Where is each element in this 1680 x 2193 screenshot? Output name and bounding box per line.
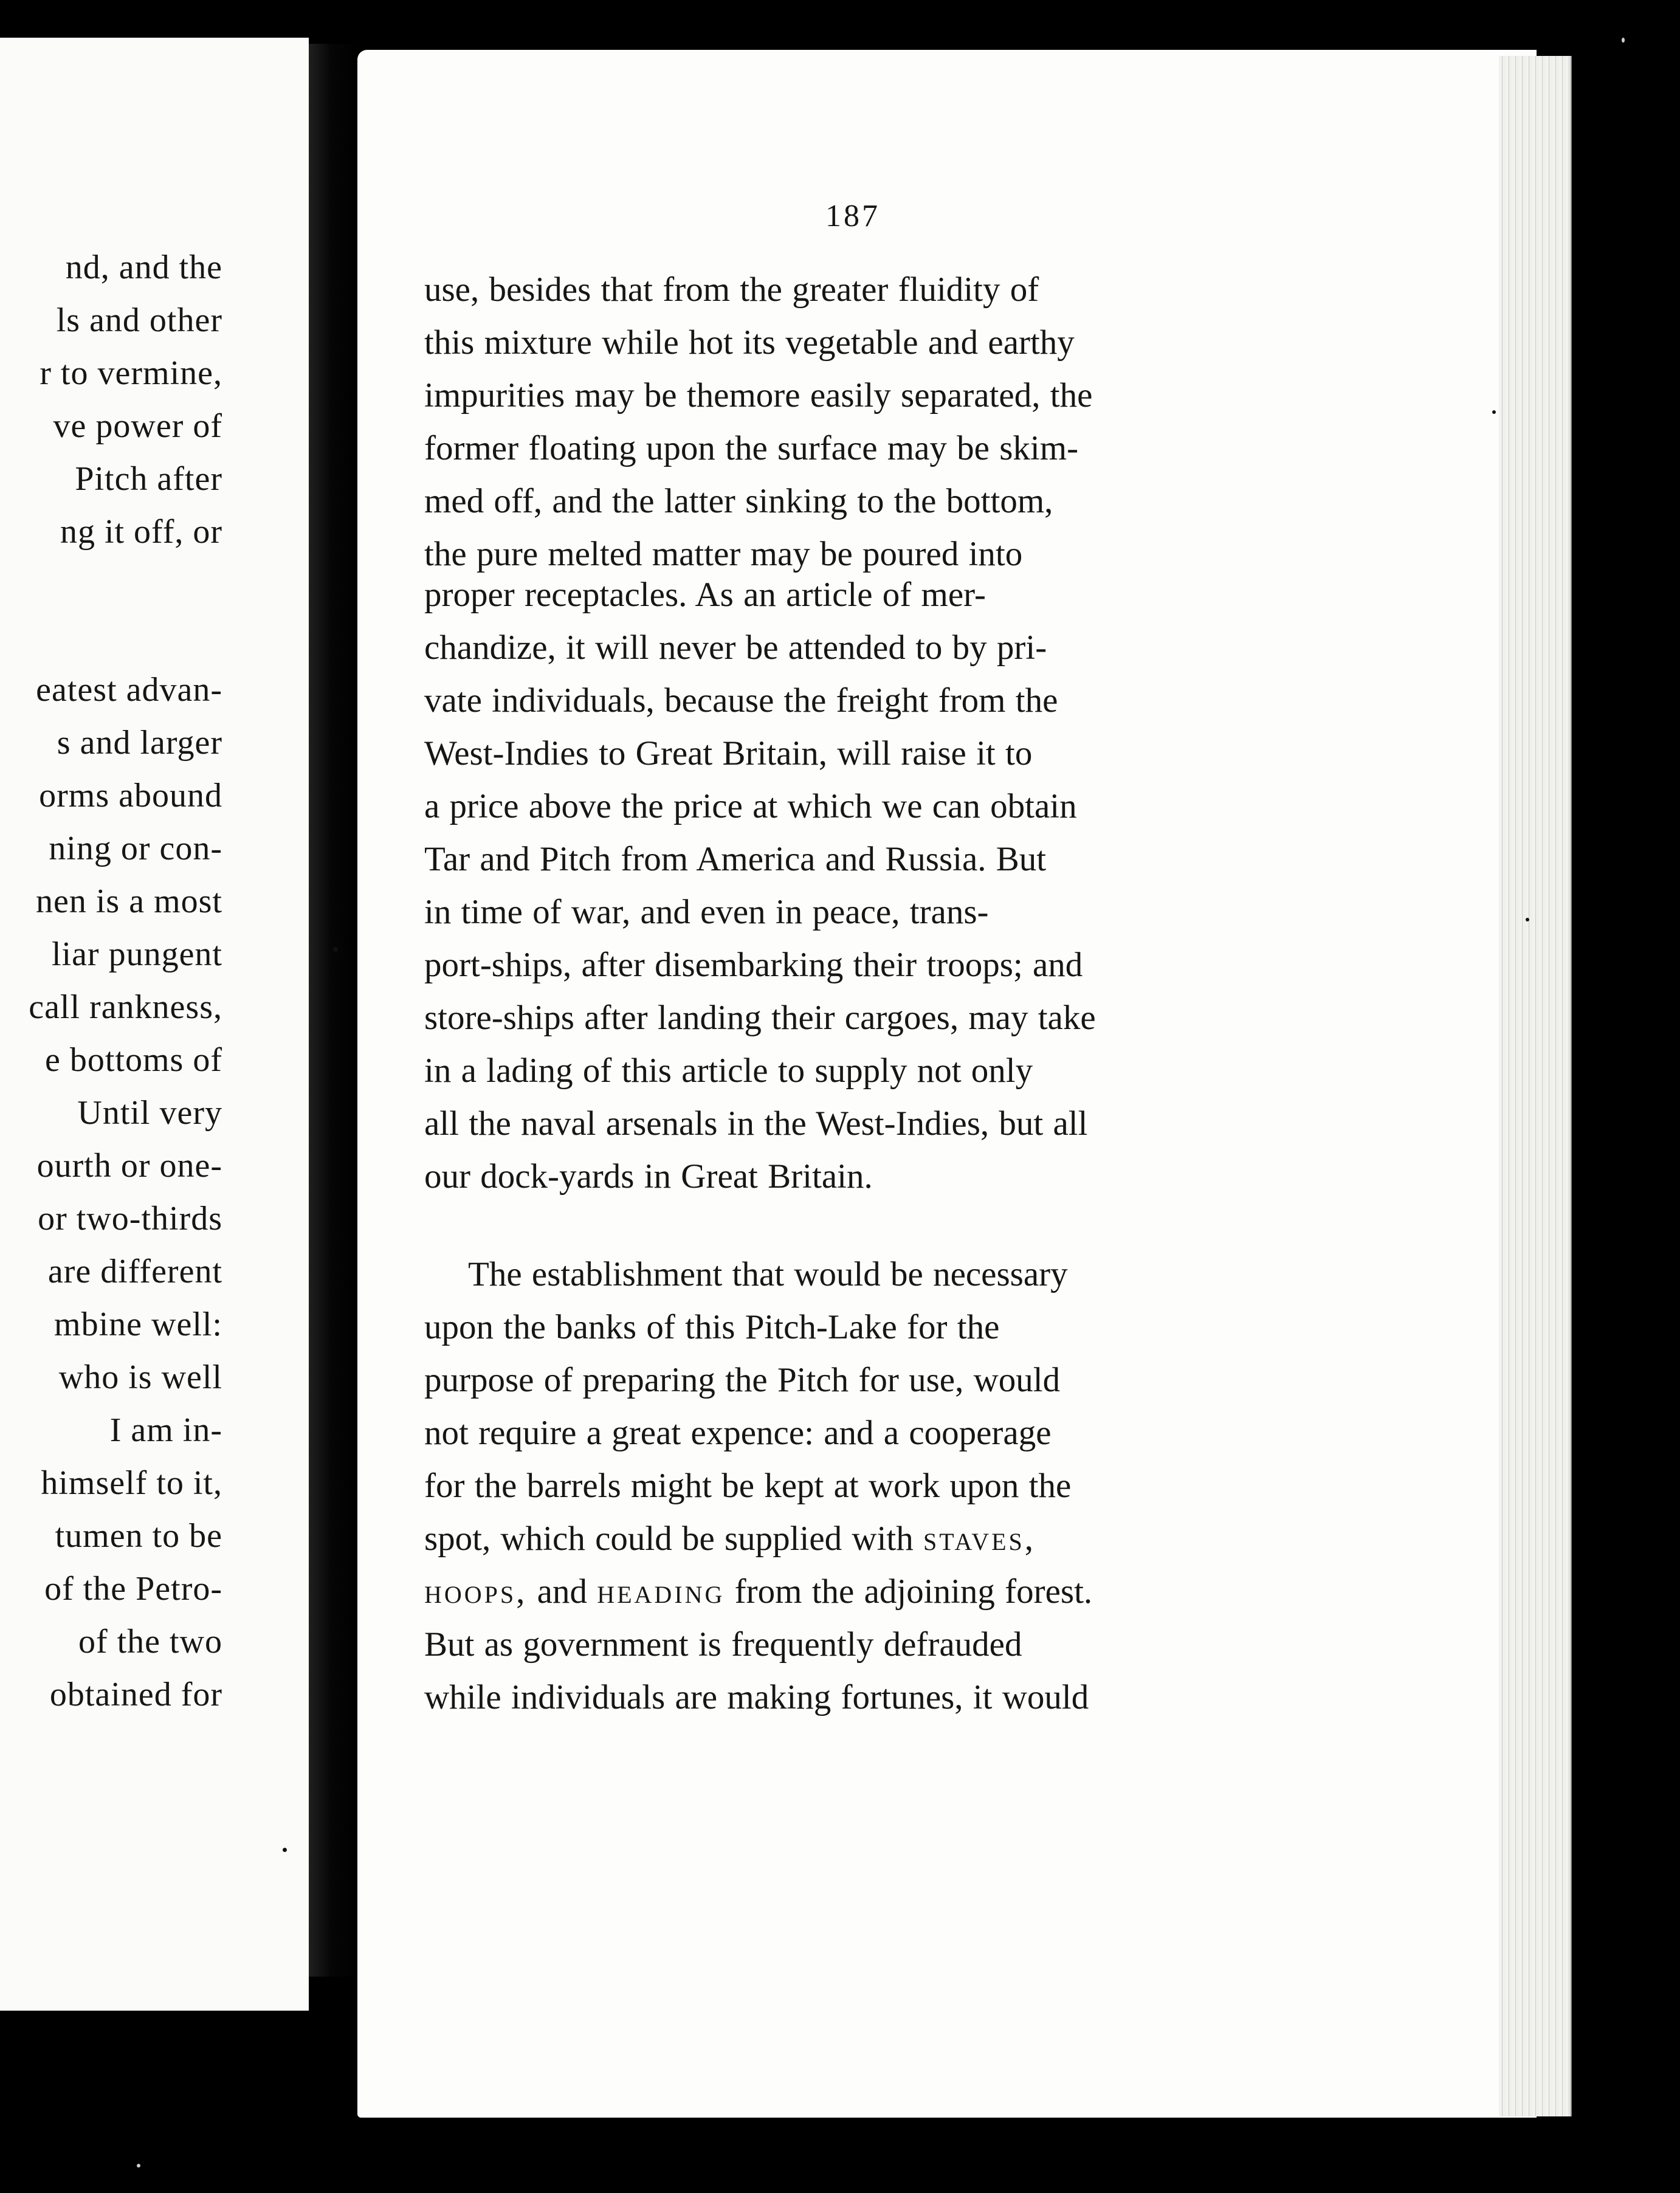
text-line: while individuals are making fortunes, it would xyxy=(424,1678,1089,1716)
text-line: The establishment that would be necessary xyxy=(468,1255,1068,1293)
text-line: a price above the price at which we can obtain xyxy=(424,787,1077,825)
left-line: ng it off, or xyxy=(60,513,222,551)
text-line: all the naval arsenals in the West-Indies, but all xyxy=(424,1104,1088,1143)
left-line: ls and other xyxy=(56,301,222,339)
left-line: liar pungent xyxy=(51,935,222,973)
left-line: of the two xyxy=(78,1623,222,1661)
scanner-speck xyxy=(1622,38,1625,43)
left-line: himself to it, xyxy=(41,1464,222,1502)
left-line: eatest advan- xyxy=(36,671,222,709)
text-line: our dock-yards in Great Britain. xyxy=(424,1157,873,1196)
text-line: this mixture while hot its vegetable and earthy xyxy=(424,323,1075,362)
paper-speck xyxy=(1492,410,1496,414)
small-caps-term: hoops, xyxy=(424,1572,528,1611)
text-line: not require a great expence: and a cooperage xyxy=(424,1414,1052,1452)
text-line: port-ships, after disembarking their troops; and xyxy=(424,946,1083,984)
text-segment: from the adjoining forest. xyxy=(725,1572,1093,1611)
text-line: chandize, it will never be attended to by pri- xyxy=(424,628,1047,667)
text-line: impurities may be themore easily separated, the xyxy=(424,376,1093,415)
left-line: who is well xyxy=(58,1358,222,1396)
page-edges xyxy=(1499,56,1572,2116)
paper-speck xyxy=(333,947,338,952)
left-line: nd, and the xyxy=(65,249,222,286)
paper-speck xyxy=(1526,918,1529,921)
text-line: vate individuals, because the freight from the xyxy=(424,681,1058,720)
left-line: e bottoms of xyxy=(45,1041,222,1079)
left-line: orms abound xyxy=(39,777,222,814)
left-line: Pitch after xyxy=(75,460,222,498)
paper-speck xyxy=(283,1848,287,1852)
left-line: call rankness, xyxy=(29,988,222,1026)
text-line: Tar and Pitch from America and Russia. But xyxy=(424,840,1047,878)
left-line: I am in- xyxy=(109,1411,222,1449)
left-line: ourth or one- xyxy=(36,1147,222,1185)
text-line: in time of war, and even in peace, trans- xyxy=(424,893,989,931)
small-caps-term: staves, xyxy=(923,1520,1036,1558)
left-line: ve power of xyxy=(53,407,222,445)
left-line: tumen to be xyxy=(55,1517,222,1555)
text-line: the pure melted matter may be poured into xyxy=(424,535,1023,573)
text-line: for the barrels might be kept at work upon the xyxy=(424,1467,1072,1505)
text-line: former floating upon the surface may be skim- xyxy=(424,429,1079,467)
text-line xyxy=(424,1574,1092,1609)
left-line: or two-thirds xyxy=(38,1200,222,1238)
text-line: upon the banks of this Pitch-Lake for the xyxy=(424,1308,1000,1346)
left-line: obtained for xyxy=(49,1676,222,1713)
left-page xyxy=(0,38,309,2011)
left-line: Until very xyxy=(77,1094,222,1132)
text-line: in a lading of this article to supply not only xyxy=(424,1052,1033,1090)
text-line: proper receptacles. As an article of mer- xyxy=(424,576,986,614)
text-segment: and xyxy=(527,1572,597,1611)
left-line: ning or con- xyxy=(49,830,222,867)
text-line xyxy=(424,1521,1036,1556)
text-line: use, besides that from the greater fluidity of xyxy=(424,270,1039,309)
left-line: mbine well: xyxy=(54,1306,222,1343)
left-line: are different xyxy=(47,1253,222,1290)
left-line: s and larger xyxy=(57,724,222,762)
left-line: r to vermine, xyxy=(40,354,222,392)
text-line: purpose of preparing the Pitch for use, would xyxy=(424,1361,1061,1399)
book-gutter xyxy=(309,44,357,1977)
page-number: 187 xyxy=(825,199,880,233)
left-line: nen is a most xyxy=(36,883,222,920)
scanner-speck xyxy=(137,2164,140,2167)
text-segment: spot, which could be supplied with xyxy=(424,1520,923,1558)
text-line: med off, and the latter sinking to the bottom, xyxy=(424,482,1053,520)
text-line: But as government is frequently defrauded xyxy=(424,1625,1022,1664)
text-line: West-Indies to Great Britain, will raise it to xyxy=(424,734,1033,773)
text-line: store-ships after landing their cargoes, may take xyxy=(424,999,1096,1037)
left-line: of the Petro- xyxy=(44,1570,222,1608)
small-caps-term: heading xyxy=(597,1572,725,1611)
